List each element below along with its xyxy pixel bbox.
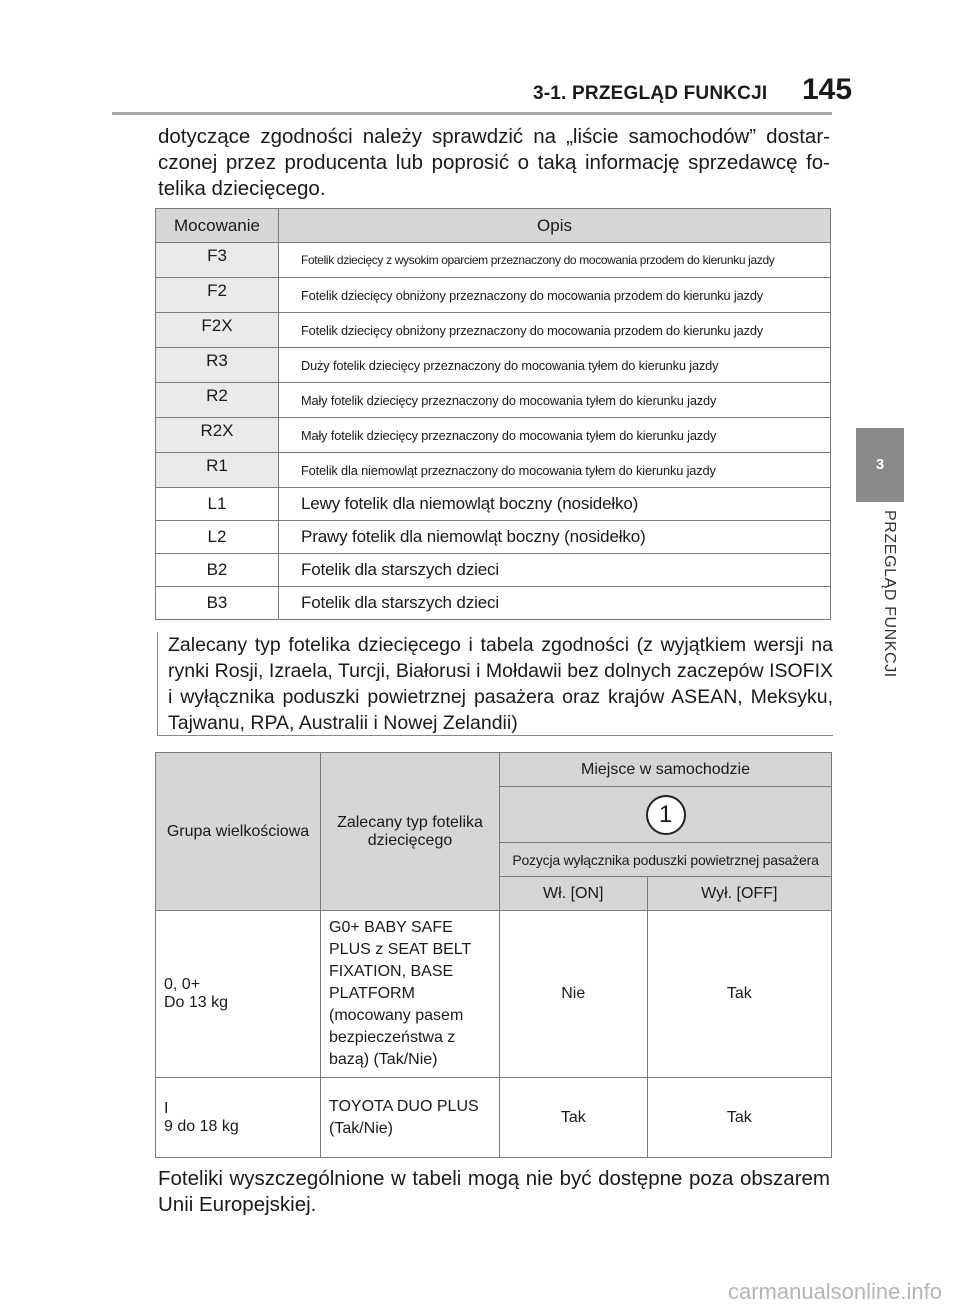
seat-model-cell: G0+ BABY SAFE PLUS z SEAT BELT FIXATION, BASE PLATFORM (mocowany pasem bezpieczeństwa z bazą) (Tak/Nie) [321,911,500,1078]
table-row [156,554,831,587]
mount-code: F3 [156,243,279,278]
mount-code: B2 [156,554,279,587]
table-row [156,521,831,554]
mount-code: F2 [156,278,279,313]
table-row [156,243,831,278]
airbag-on-cell: Tak [500,1078,648,1158]
footer-paragraph: Foteliki wyszczególnione w tabeli mogą nie być dostępne poza obszarem Unii Europejskiej. [158,1167,830,1216]
mount-desc: Fotelik dziecięcy z wysokim oparciem przeznaczony do mocowania przodem do kierunku jazdy [279,243,831,278]
mount-code: R2 [156,383,279,418]
group-cell [156,911,321,1078]
section-title: 3-1. PRZEGLĄD FUNKCJI [533,83,768,104]
col-header-mounting: Mocowanie [156,209,279,243]
mount-desc: Lewy fotelik dla niemowląt boczny (nosidełko) [279,488,831,521]
mount-desc: Prawy fotelik dla niemowląt boczny (nosidełko) [279,521,831,554]
col-header-seat: Miejsce w samochodzie [500,753,832,787]
col-header-group: Grupa wielkościowa [156,753,321,911]
mount-desc: Mały fotelik dziecięcy przeznaczony do mocowania tyłem do kierunku jazdy [279,418,831,453]
airbag-off-cell: Tak [647,911,831,1078]
table-row [156,453,831,488]
mounting-table [155,208,831,620]
col-header-off: Wył. [OFF] [647,877,831,911]
table-row [156,418,831,453]
mount-code: F2X [156,313,279,348]
mount-desc: Duży fotelik dziecięcy przeznaczony do mocowania tyłem do kierunku jazdy [279,348,831,383]
intro-paragraph: dotyczące zgodności należy sprawdzić na „liście samochodów” dostarczonej przez producenta lub poprosić o taką informację sprzedawcę fotelika dziecięcego. [158,125,830,200]
chapter-label: PRZEGLĄD FUNKCJI [881,510,898,678]
mount-code: L2 [156,521,279,554]
group-name: I [164,1099,169,1117]
group-name: 0, 0+ [164,976,201,993]
airbag-on-cell: Nie [500,911,648,1078]
col-header-on: Wł. [ON] [500,877,648,911]
mount-desc: Fotelik dla niemowląt przeznaczony do mocowania tyłem do kierunku jazdy [279,453,831,488]
table-row [156,488,831,521]
mount-desc: Mały fotelik dziecięcy przeznaczony do mocowania tyłem do kierunku jazdy [279,383,831,418]
mount-desc: Fotelik dziecięcy obniżony przeznaczony do mocowania przodem do kierunku jazdy [279,278,831,313]
mount-desc: Fotelik dla starszych dzieci [279,554,831,587]
table-row [156,348,831,383]
group-cell [156,1078,321,1158]
table-row [156,278,831,313]
seat-model-cell: TOYOTA DUO PLUS (Tak/Nie) [321,1078,500,1158]
table-row [156,1078,832,1158]
compatibility-note: Zalecany typ fotelika dziecięcego i tabela zgodności (z wyjątkiem wersji na rynki Rosji, Izraela, Turcji, Białorusi i Mołdawii bez dolnych zaczepów ISOFIX i wyłącznika poduszki powietrznej pasażera oraz krajów ASEAN, Meksyku, Tajwanu, RPA, Australii i Nowej Zelandii) [157,632,833,736]
mount-code: L1 [156,488,279,521]
table-row [156,587,831,620]
airbag-off-cell: Tak [647,1078,831,1158]
group-weight: 9 do 18 kg [164,1117,239,1135]
page-number: 145 [802,73,853,106]
seat-number-badge: 1 [646,795,686,835]
header-divider [112,112,832,115]
col-header-airbag-switch: Pozycja wyłącznika poduszki powietrznej pasażera [500,843,832,877]
mount-code: B3 [156,587,279,620]
mount-code: R1 [156,453,279,488]
table-row [156,383,831,418]
mount-desc: Fotelik dziecięcy obniżony przeznaczony do mocowania przodem do kierunku jazdy [279,313,831,348]
seat-position-icon [500,787,832,843]
table-row [156,911,832,1078]
group-weight: Do 13 kg [164,994,229,1011]
col-header-recommended: Zalecany typ fotelika dziecięcego [321,753,500,911]
mount-desc: Fotelik dla starszych dzieci [279,587,831,620]
mount-code: R3 [156,348,279,383]
table-row [156,313,831,348]
col-header-description: Opis [279,209,831,243]
watermark: carmanualsonline.info [727,1279,942,1304]
mount-code: R2X [156,418,279,453]
compatibility-table [155,752,832,1158]
chapter-tab[interactable]: 3 [856,428,904,502]
